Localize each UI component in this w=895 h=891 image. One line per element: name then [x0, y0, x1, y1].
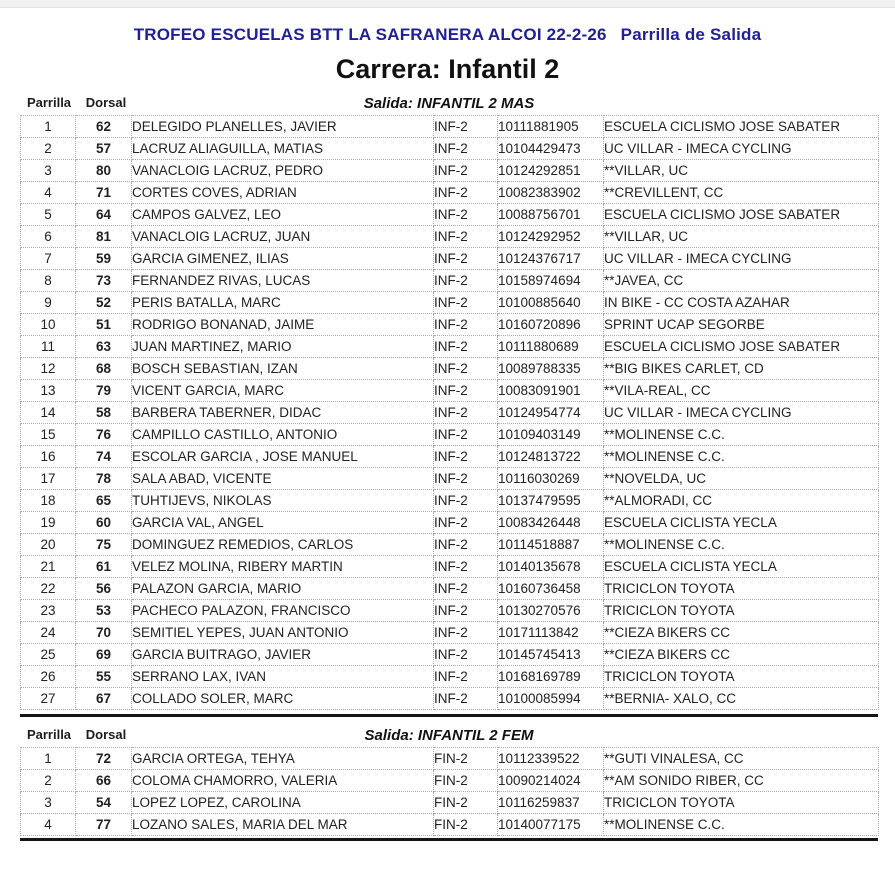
cell-name: TUHTIJEVS, NIKOLAS	[132, 490, 434, 512]
cell-parrilla: 16	[21, 446, 76, 468]
cell-name: VANACLOIG LACRUZ, PEDRO	[132, 160, 434, 182]
cell-dorsal: 74	[76, 446, 132, 468]
cell-dorsal: 59	[76, 248, 132, 270]
table-row	[21, 814, 879, 836]
cell-dorsal: 75	[76, 534, 132, 556]
cell-club: UC VILLAR - IMECA CYCLING	[604, 248, 879, 270]
cell-license: 10140135678	[498, 556, 604, 578]
cell-license: 10112339522	[498, 748, 604, 770]
table-row	[21, 204, 879, 226]
cell-name: COLOMA CHAMORRO, VALERIA	[132, 770, 434, 792]
cell-club: UC VILLAR - IMECA CYCLING	[604, 402, 879, 424]
cell-club: **CREVILLENT, CC	[604, 182, 879, 204]
cell-category: INF-2	[434, 380, 498, 402]
table-row	[21, 468, 879, 490]
cell-parrilla: 1	[21, 116, 76, 138]
cell-parrilla: 3	[21, 160, 76, 182]
cell-license: 10124292952	[498, 226, 604, 248]
cell-club: **MOLINENSE C.C.	[604, 534, 879, 556]
cell-category: INF-2	[434, 160, 498, 182]
table-row	[21, 512, 879, 534]
cell-dorsal: 51	[76, 314, 132, 336]
cell-category: FIN-2	[434, 792, 498, 814]
cell-dorsal: 56	[76, 578, 132, 600]
cell-name: DOMINGUEZ REMEDIOS, CARLOS	[132, 534, 434, 556]
table-row	[21, 490, 879, 512]
cell-parrilla: 5	[21, 204, 76, 226]
cell-parrilla: 15	[21, 424, 76, 446]
cell-license: 10090214024	[498, 770, 604, 792]
cell-parrilla: 25	[21, 644, 76, 666]
table-row	[21, 116, 879, 138]
cell-license: 10160736458	[498, 578, 604, 600]
cell-club: **MOLINENSE C.C.	[604, 814, 879, 836]
section-header-mas	[20, 94, 878, 115]
cell-club: **VILA-REAL, CC	[604, 380, 879, 402]
cell-category: INF-2	[434, 622, 498, 644]
cell-name: SEMITIEL YEPES, JUAN ANTONIO	[132, 622, 434, 644]
table-row	[21, 792, 879, 814]
cell-club: ESCUELA CICLISMO JOSE SABATER	[604, 116, 879, 138]
cell-parrilla: 17	[21, 468, 76, 490]
cell-category: INF-2	[434, 556, 498, 578]
race-title: Carrera: Infantil 2	[335, 54, 560, 84]
cell-category: INF-2	[434, 578, 498, 600]
table-row	[21, 270, 879, 292]
cell-license: 10100085994	[498, 688, 604, 710]
cell-category: INF-2	[434, 182, 498, 204]
table-row	[21, 358, 879, 380]
cell-category: INF-2	[434, 688, 498, 710]
cell-parrilla: 23	[21, 600, 76, 622]
cell-name: GARCIA ORTEGA, TEHYA	[132, 748, 434, 770]
cell-dorsal: 64	[76, 204, 132, 226]
cell-license: 10116030269	[498, 468, 604, 490]
cell-parrilla: 1	[21, 748, 76, 770]
cell-dorsal: 58	[76, 402, 132, 424]
table-row	[21, 402, 879, 424]
cell-category: INF-2	[434, 512, 498, 534]
cell-name: FERNANDEZ RIVAS, LUCAS	[132, 270, 434, 292]
cell-parrilla: 26	[21, 666, 76, 688]
cell-name: GARCIA GIMENEZ, ILIAS	[132, 248, 434, 270]
cell-name: PERIS BATALLA, MARC	[132, 292, 434, 314]
cell-dorsal: 65	[76, 490, 132, 512]
cell-dorsal: 52	[76, 292, 132, 314]
cell-license: 10083091901	[498, 380, 604, 402]
cell-category: INF-2	[434, 666, 498, 688]
cell-name: BARBERA TABERNER, DIDAC	[132, 402, 434, 424]
column-header-dorsal: Dorsal	[85, 727, 127, 742]
cell-name: LACRUZ ALIAGUILLA, MATIAS	[132, 138, 434, 160]
cell-license: 10140077175	[498, 814, 604, 836]
cell-dorsal: 71	[76, 182, 132, 204]
cell-club: **MOLINENSE C.C.	[604, 446, 879, 468]
cell-club: **BIG BIKES CARLET, CD	[604, 358, 879, 380]
cell-parrilla: 14	[21, 402, 76, 424]
document-bottom-rule	[20, 838, 878, 841]
cell-club: **GUTI VINALESA, CC	[604, 748, 879, 770]
cell-name: SALA ABAD, VICENTE	[132, 468, 434, 490]
cell-name: PALAZON GARCIA, MARIO	[132, 578, 434, 600]
cell-parrilla: 4	[21, 814, 76, 836]
cell-category: INF-2	[434, 446, 498, 468]
cell-category: INF-2	[434, 204, 498, 226]
cell-club: **CIEZA BIKERS CC	[604, 622, 879, 644]
table-row	[21, 748, 879, 770]
cell-club: ESCUELA CICLISTA YECLA	[604, 512, 879, 534]
cell-club: **CIEZA BIKERS CC	[604, 644, 879, 666]
cell-license: 10124954774	[498, 402, 604, 424]
cell-license: 10082383902	[498, 182, 604, 204]
cell-dorsal: 67	[76, 688, 132, 710]
cell-dorsal: 73	[76, 270, 132, 292]
cell-parrilla: 4	[21, 182, 76, 204]
cell-club: **VILLAR, UC	[604, 160, 879, 182]
cell-parrilla: 13	[21, 380, 76, 402]
section-divider-rule	[20, 714, 878, 717]
cell-dorsal: 66	[76, 770, 132, 792]
table-row	[21, 578, 879, 600]
cell-name: CAMPILLO CASTILLO, ANTONIO	[132, 424, 434, 446]
cell-license: 10160720896	[498, 314, 604, 336]
cell-dorsal: 76	[76, 424, 132, 446]
table-row	[21, 770, 879, 792]
cell-dorsal: 68	[76, 358, 132, 380]
cell-club: **JAVEA, CC	[604, 270, 879, 292]
table-row	[21, 336, 879, 358]
cell-category: FIN-2	[434, 814, 498, 836]
cell-category: INF-2	[434, 138, 498, 160]
cell-name: GARCIA VAL, ANGEL	[132, 512, 434, 534]
table-row	[21, 314, 879, 336]
cell-category: INF-2	[434, 600, 498, 622]
cell-license: 10116259837	[498, 792, 604, 814]
cell-category: INF-2	[434, 292, 498, 314]
column-header-parrilla: Parrilla	[26, 95, 72, 110]
cell-name: VELEZ MOLINA, RIBERY MARTIN	[132, 556, 434, 578]
cell-name: LOZANO SALES, MARIA DEL MAR	[132, 814, 434, 836]
cell-name: COLLADO SOLER, MARC	[132, 688, 434, 710]
cell-category: INF-2	[434, 402, 498, 424]
start-grid-table-mas	[20, 115, 879, 710]
cell-license: 10111880689	[498, 336, 604, 358]
table-row	[21, 182, 879, 204]
cell-license: 10104429473	[498, 138, 604, 160]
cell-dorsal: 77	[76, 814, 132, 836]
table-row	[21, 138, 879, 160]
cell-category: INF-2	[434, 116, 498, 138]
cell-club: SPRINT UCAP SEGORBE	[604, 314, 879, 336]
salida-label-fem: Salida: INFANTIL 2 FEM	[364, 727, 534, 744]
window-top-strip	[0, 0, 895, 8]
cell-license: 10137479595	[498, 490, 604, 512]
cell-category: INF-2	[434, 336, 498, 358]
cell-license: 10124813722	[498, 446, 604, 468]
cell-license: 10114518887	[498, 534, 604, 556]
cell-dorsal: 70	[76, 622, 132, 644]
cell-parrilla: 27	[21, 688, 76, 710]
cell-license: 10158974694	[498, 270, 604, 292]
cell-name: BOSCH SEBASTIAN, IZAN	[132, 358, 434, 380]
cell-name: SERRANO LAX, IVAN	[132, 666, 434, 688]
cell-dorsal: 79	[76, 380, 132, 402]
cell-parrilla: 12	[21, 358, 76, 380]
document-title-line	[0, 25, 895, 45]
cell-club: IN BIKE - CC COSTA AZAHAR	[604, 292, 879, 314]
table-row	[21, 380, 879, 402]
table-row	[21, 556, 879, 578]
cell-category: INF-2	[434, 248, 498, 270]
cell-dorsal: 54	[76, 792, 132, 814]
cell-license: 10109403149	[498, 424, 604, 446]
cell-club: **MOLINENSE C.C.	[604, 424, 879, 446]
cell-category: INF-2	[434, 534, 498, 556]
cell-club: **AM SONIDO RIBER, CC	[604, 770, 879, 792]
table-row	[21, 248, 879, 270]
cell-category: INF-2	[434, 644, 498, 666]
cell-license: 10124292851	[498, 160, 604, 182]
cell-parrilla: 19	[21, 512, 76, 534]
table-row	[21, 622, 879, 644]
cell-parrilla: 24	[21, 622, 76, 644]
cell-parrilla: 2	[21, 770, 76, 792]
table-row	[21, 666, 879, 688]
section-infantil-2-mas	[20, 94, 878, 710]
cell-club: **NOVELDA, UC	[604, 468, 879, 490]
cell-category: FIN-2	[434, 770, 498, 792]
cell-club: **VILLAR, UC	[604, 226, 879, 248]
cell-license: 10168169789	[498, 666, 604, 688]
cell-club: **BERNIA- XALO, CC	[604, 688, 879, 710]
table-row	[21, 688, 879, 710]
cell-parrilla: 6	[21, 226, 76, 248]
table-row	[21, 644, 879, 666]
cell-dorsal: 61	[76, 556, 132, 578]
cell-license: 10083426448	[498, 512, 604, 534]
cell-license: 10100885640	[498, 292, 604, 314]
cell-parrilla: 18	[21, 490, 76, 512]
column-header-dorsal: Dorsal	[85, 95, 127, 110]
table-row	[21, 600, 879, 622]
cell-license: 10089788335	[498, 358, 604, 380]
cell-dorsal: 81	[76, 226, 132, 248]
cell-name: PACHECO PALAZON, FRANCISCO	[132, 600, 434, 622]
cell-club: TRICICLON TOYOTA	[604, 792, 879, 814]
cell-dorsal: 53	[76, 600, 132, 622]
cell-parrilla: 10	[21, 314, 76, 336]
cell-dorsal: 78	[76, 468, 132, 490]
document-subtitle: Parrilla de Salida	[620, 25, 762, 44]
cell-name: DELEGIDO PLANELLES, JAVIER	[132, 116, 434, 138]
cell-club: TRICICLON TOYOTA	[604, 600, 879, 622]
cell-parrilla: 7	[21, 248, 76, 270]
cell-club: ESCUELA CICLISMO JOSE SABATER	[604, 204, 879, 226]
cell-name: ESCOLAR GARCIA , JOSE MANUEL	[132, 446, 434, 468]
section-infantil-2-fem	[20, 726, 878, 836]
salida-label-mas: Salida: INFANTIL 2 MAS	[363, 95, 535, 112]
table-row	[21, 424, 879, 446]
cell-club: TRICICLON TOYOTA	[604, 578, 879, 600]
cell-parrilla: 2	[21, 138, 76, 160]
cell-parrilla: 9	[21, 292, 76, 314]
cell-name: CORTES COVES, ADRIAN	[132, 182, 434, 204]
cell-dorsal: 55	[76, 666, 132, 688]
cell-name: VICENT GARCIA, MARC	[132, 380, 434, 402]
start-grid-table-fem	[20, 747, 879, 836]
cell-license: 10111881905	[498, 116, 604, 138]
cell-category: INF-2	[434, 270, 498, 292]
cell-club: ESCUELA CICLISMO JOSE SABATER	[604, 336, 879, 358]
cell-license: 10088756701	[498, 204, 604, 226]
cell-category: FIN-2	[434, 748, 498, 770]
cell-category: INF-2	[434, 314, 498, 336]
event-title: TROFEO ESCUELAS BTT LA SAFRANERA ALCOI 22-2-26	[133, 25, 607, 44]
cell-dorsal: 69	[76, 644, 132, 666]
table-row	[21, 446, 879, 468]
cell-category: INF-2	[434, 358, 498, 380]
cell-category: INF-2	[434, 226, 498, 248]
cell-parrilla: 8	[21, 270, 76, 292]
cell-category: INF-2	[434, 490, 498, 512]
cell-license: 10130270576	[498, 600, 604, 622]
cell-club: **ALMORADI, CC	[604, 490, 879, 512]
cell-dorsal: 57	[76, 138, 132, 160]
cell-club: ESCUELA CICLISTA YECLA	[604, 556, 879, 578]
cell-parrilla: 22	[21, 578, 76, 600]
cell-license: 10124376717	[498, 248, 604, 270]
cell-name: CAMPOS GALVEZ, LEO	[132, 204, 434, 226]
cell-dorsal: 80	[76, 160, 132, 182]
cell-club: UC VILLAR - IMECA CYCLING	[604, 138, 879, 160]
cell-name: RODRIGO BONANAD, JAIME	[132, 314, 434, 336]
cell-dorsal: 72	[76, 748, 132, 770]
cell-name: LOPEZ LOPEZ, CAROLINA	[132, 792, 434, 814]
section-header-fem	[20, 726, 878, 747]
cell-parrilla: 11	[21, 336, 76, 358]
cell-dorsal: 63	[76, 336, 132, 358]
table-row	[21, 534, 879, 556]
cell-name: JUAN MARTINEZ, MARIO	[132, 336, 434, 358]
cell-license: 10145745413	[498, 644, 604, 666]
cell-club: TRICICLON TOYOTA	[604, 666, 879, 688]
cell-dorsal: 60	[76, 512, 132, 534]
cell-name: VANACLOIG LACRUZ, JUAN	[132, 226, 434, 248]
cell-parrilla: 20	[21, 534, 76, 556]
cell-license: 10171113842	[498, 622, 604, 644]
cell-category: INF-2	[434, 468, 498, 490]
table-row	[21, 160, 879, 182]
cell-category: INF-2	[434, 424, 498, 446]
cell-name: GARCIA BUITRAGO, JAVIER	[132, 644, 434, 666]
cell-parrilla: 3	[21, 792, 76, 814]
cell-dorsal: 62	[76, 116, 132, 138]
cell-parrilla: 21	[21, 556, 76, 578]
column-header-parrilla: Parrilla	[26, 727, 72, 742]
table-row	[21, 226, 879, 248]
table-row	[21, 292, 879, 314]
